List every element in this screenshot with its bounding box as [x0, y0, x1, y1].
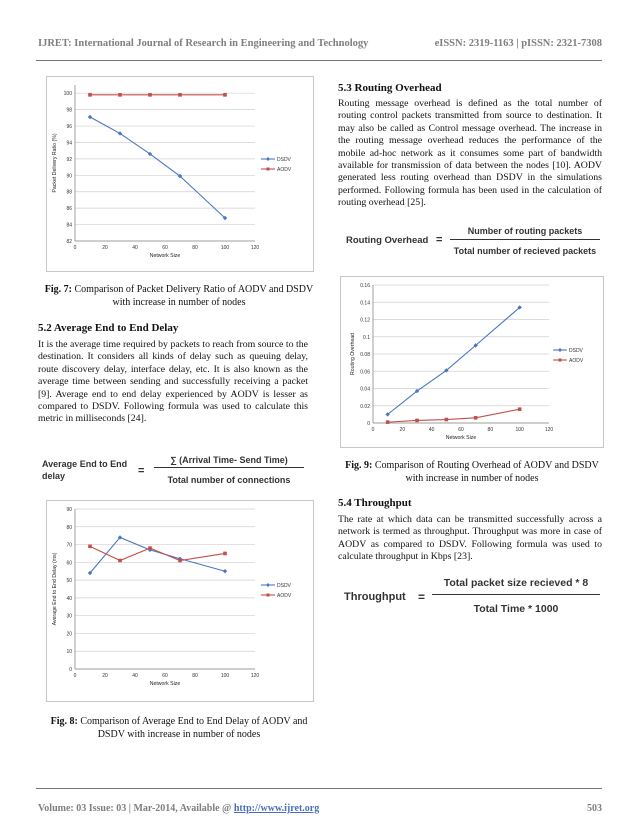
- fig9-xtick-label: 40: [428, 427, 435, 433]
- footer-text: [38, 803, 319, 814]
- fig9-ytick-label: 0.12: [360, 317, 370, 324]
- formula-ro: [346, 226, 602, 262]
- fig8-ylabel: Average End to End Delay (ms): [52, 552, 58, 626]
- fig7-ytick-label: 98: [66, 107, 72, 114]
- fig8-ytick-label: 60: [66, 560, 72, 567]
- formula-e2e-lhs1: Average End to End: [42, 459, 128, 469]
- formula-ro-lhs: Routing Overhead: [346, 235, 429, 246]
- fig9-xlabel: Network Size: [445, 435, 477, 441]
- formula-e2e-eq: =: [138, 465, 145, 477]
- fig9-ytick-label: 0.08: [360, 352, 370, 358]
- formula-ro-eq: =: [436, 234, 443, 246]
- caption-fig9: [344, 460, 600, 485]
- fig7-point-dsdv: [88, 115, 92, 119]
- fig7-ytick-label: 96: [66, 124, 72, 131]
- fig8-legend-marker-aodv: [267, 594, 270, 597]
- fig9-xtick-label: 20: [399, 427, 406, 433]
- fig7-ytick-label: 84: [66, 222, 72, 229]
- fig9-point-aodv: [474, 416, 478, 420]
- formula-ro-num: Number of routing packets: [467, 226, 583, 236]
- fig8-ytick-label: 70: [66, 542, 72, 549]
- issn: eISSN: 2319-1163 | pISSN: 2321-7308: [434, 38, 602, 49]
- fig9-xtick-label: 60: [458, 427, 464, 433]
- formula-e2e-den: Total number of connections: [167, 475, 291, 485]
- fig7-ytick-label: 86: [66, 206, 72, 213]
- caption-fig9-text: Comparison of Routing Overhead of AODV and DSDV with increase in number of nodes: [374, 460, 599, 484]
- fig8-point-aodv: [148, 546, 152, 550]
- fig7-ytick-label: 100: [63, 91, 72, 98]
- chart-fig7: [46, 76, 314, 272]
- caption-fig7-text: Comparison of Packet Delivery Ratio of AODV and DSDV with increase in number of nodes: [74, 284, 314, 308]
- fig7-ytick-label: 82: [66, 239, 72, 245]
- formula-e2e-bar: [154, 467, 304, 468]
- fig9-point-aodv: [386, 420, 390, 424]
- formula-ro-bar: [450, 239, 600, 240]
- footer-rule: [36, 788, 602, 789]
- fig7-series-dsdv-line: [90, 117, 225, 218]
- fig8-ytick-label: 90: [66, 507, 72, 513]
- fig7-ytick-label: 90: [66, 173, 72, 180]
- fig9-ytick-label: 0.1: [363, 334, 370, 341]
- page-number: 503: [587, 803, 602, 814]
- fig9-ytick-label: 0.04: [360, 386, 370, 393]
- fig8-ytick-label: 20: [66, 631, 72, 638]
- caption-fig9-label: Fig. 9:: [345, 460, 373, 471]
- section-5-3-title: 5.3 Routing Overhead: [338, 82, 442, 94]
- fig7-ylabel: Packet Delivery Ratio (%): [52, 133, 58, 193]
- formula-tp-num: Total packet size recieved * 8: [443, 577, 589, 589]
- section-5-2-text: It is the average time required by packets to reach from source to the destination. It considers all kinds of delay such as queuing delay, route discovery delay, interface delay, etc. It is also known as the average time between sending and successfully receiving a packet [9]. Average end to end delay experienced by AODV is lesser as compared to DSDV. Following formula was used to calculate this metric in milliseconds [24].: [38, 339, 308, 425]
- fig8-point-aodv: [178, 559, 182, 563]
- fig8-legend-label-aodv: AODV: [277, 593, 292, 599]
- fig8-point-aodv: [88, 545, 92, 549]
- caption-fig8-label: Fig. 8:: [50, 716, 78, 727]
- fig8-xtick-label: 60: [162, 673, 168, 679]
- fig8-xtick-label: 20: [102, 673, 108, 679]
- footer-link[interactable]: http://www.ijret.org: [233, 803, 320, 814]
- journal-title: IJRET: International Journal of Research in Engineering and Technology: [38, 38, 369, 49]
- fig8-ytick-label: 40: [66, 595, 72, 602]
- header-rule: [36, 60, 602, 61]
- formula-e2e-num: ∑ (Arrival Time- Send Time): [170, 455, 288, 465]
- fig8-point-dsdv: [223, 569, 227, 573]
- formula-e2e: [38, 455, 308, 495]
- fig9-ytick-label: 0: [367, 421, 370, 427]
- section-5-4-text: The rate at which data can be transmitted successfully across a network is termed as throughput. Throughput was more in case of AODV as compared to DSDV. Following formula was used to calculate throughput in Kbps [23].: [338, 514, 602, 563]
- chart-fig9: [340, 276, 604, 448]
- fig8-xtick-label: 0: [73, 673, 77, 679]
- formula-tp-den: Total Time * 1000: [473, 603, 559, 615]
- fig7-legend-label-aodv: AODV: [277, 167, 292, 173]
- fig7-xtick-label: 60: [162, 245, 168, 251]
- fig9-point-aodv: [415, 419, 419, 423]
- fig9-ytick-label: 0.14: [360, 300, 370, 307]
- section-5-2-title: 5.2 Average End to End Delay: [38, 322, 179, 334]
- fig7-point-aodv: [148, 93, 152, 97]
- fig7-ytick-label: 88: [66, 189, 72, 196]
- formula-ro-den: Total number of recieved packets: [453, 246, 597, 256]
- formula-tp: [344, 576, 602, 620]
- fig7-xtick-label: 120: [250, 245, 260, 251]
- fig8-ytick-label: 0: [69, 667, 72, 673]
- fig8-ytick-label: 80: [66, 524, 72, 531]
- fig7-point-aodv: [118, 93, 122, 97]
- fig7-legend-marker-dsdv: [266, 157, 270, 161]
- fig8-legend-marker-dsdv: [266, 583, 270, 587]
- fig9-ytick-label: 0.16: [360, 283, 370, 289]
- fig9-legend-marker-aodv: [559, 359, 562, 362]
- fig9-legend-label-dsdv: DSDV: [569, 348, 583, 354]
- fig8-xtick-label: 80: [192, 673, 198, 679]
- fig7-point-aodv: [88, 93, 92, 97]
- fig9-point-aodv: [445, 418, 449, 422]
- caption-fig8: [38, 716, 320, 741]
- chart-fig8: [46, 500, 314, 702]
- fig9-ytick-label: 0.06: [360, 369, 370, 376]
- fig9-ylabel: Routing Overhead: [350, 332, 356, 376]
- fig7-xtick-label: 20: [102, 245, 108, 251]
- fig9-series-aodv-line: [388, 409, 520, 422]
- caption-fig8-text: Comparison of Average End to End Delay of AODV and DSDV with increase in number of nodes: [80, 716, 308, 740]
- fig8-xtick-label: 40: [132, 673, 138, 679]
- fig8-xtick-label: 120: [250, 673, 260, 679]
- fig7-xtick-label: 40: [132, 245, 138, 251]
- formula-e2e-lhs2: delay: [42, 471, 66, 481]
- fig7-point-aodv: [223, 93, 227, 97]
- fig8-ytick-label: 10: [66, 649, 72, 656]
- chart-fig9-svg: [341, 277, 603, 447]
- fig8-xtick-label: 100: [220, 673, 230, 679]
- fig7-xlabel: Network Size: [149, 253, 181, 259]
- fig8-ytick-label: 30: [66, 613, 72, 620]
- footer-volume: Volume: 03 Issue: 03 | Mar-2014, Available @: [38, 803, 234, 814]
- chart-fig8-svg: [47, 501, 313, 701]
- fig8-series-dsdv-line: [90, 537, 225, 573]
- fig9-ytick-label: 0.02: [360, 403, 370, 410]
- fig7-ytick-label: 94: [66, 140, 72, 147]
- fig8-ytick-label: 50: [66, 578, 72, 585]
- fig8-point-aodv: [223, 552, 227, 556]
- chart-fig7-svg: [47, 77, 313, 271]
- fig7-xtick-label: 80: [192, 245, 198, 251]
- formula-tp-lhs: Throughput: [344, 591, 406, 603]
- fig9-xtick-label: 80: [487, 427, 494, 433]
- section-5-3-text: Routing message overhead is defined as the total number of routing control packets transmitted from source to destination. It may also be called as Control message overhead. The increase in the routing message overhead reduces the performance of the mobile ad-hoc network as it consumes some part of bandwidth available for transmission of data between the nodes [10]. AODV generated less routing overhead than DSDV in the simulations performed. Following formula has been used in the calculation of routing overhead [25].: [338, 98, 602, 209]
- fig8-point-aodv: [118, 559, 122, 563]
- fig7-legend-marker-aodv: [267, 168, 270, 171]
- fig7-xtick-label: 100: [220, 245, 230, 251]
- caption-fig7: [38, 284, 320, 309]
- fig7-ytick-label: 92: [66, 156, 72, 163]
- fig8-legend-label-dsdv: DSDV: [277, 583, 291, 589]
- fig9-legend-label-aodv: AODV: [569, 358, 584, 364]
- section-5-4-title: 5.4 Throughput: [338, 497, 412, 509]
- fig9-xtick-label: 120: [544, 427, 554, 433]
- fig9-xtick-label: 100: [515, 427, 524, 433]
- fig8-xlabel: Network Size: [149, 681, 181, 687]
- fig7-point-aodv: [178, 93, 182, 97]
- fig7-legend-label-dsdv: DSDV: [277, 157, 291, 163]
- formula-tp-eq: =: [418, 590, 426, 604]
- fig7-xtick-label: 0: [73, 245, 77, 251]
- fig9-legend-marker-dsdv: [558, 348, 562, 352]
- caption-fig7-label: Fig. 7:: [44, 284, 73, 295]
- fig9-xtick-label: 0: [371, 427, 375, 433]
- formula-tp-bar: [432, 594, 600, 595]
- fig9-point-aodv: [518, 407, 522, 411]
- fig9-series-dsdv-line: [388, 307, 520, 414]
